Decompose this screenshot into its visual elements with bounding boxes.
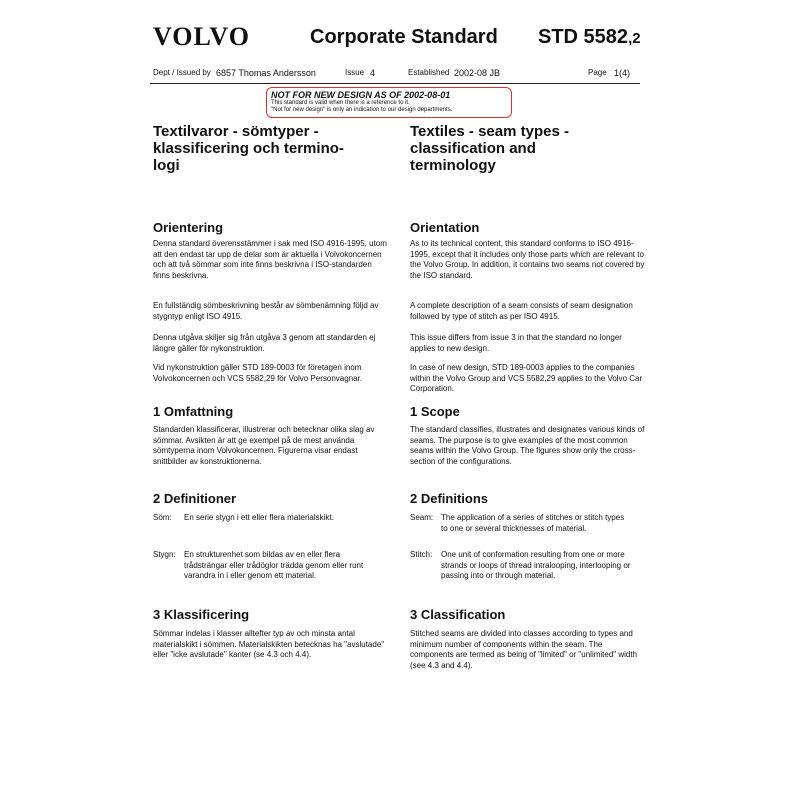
swedish-title-line-3: logi [153, 157, 180, 174]
standard-number [538, 26, 641, 49]
english-orientation-p3: This issue differs from issue 3 in that the standard no longer applies to new design. [410, 333, 622, 353]
english-scope-paragraph: The standard classifies, illustrates and designates various kinds of seams. The purpose is to give examples of the most common seams within the Volvo Group. The figures show only the cross-section of the configurations. [410, 425, 645, 466]
english-orientation-p4: In case of new design, STD 189-0003 applies to the companies within the Volvo Group and VCS 5582,29 applies to the Volvo Car Corporation. [410, 363, 643, 394]
english-orientation-heading: Orientation [410, 220, 480, 235]
english-title-line-3: terminology [410, 157, 496, 174]
notice-line-2: This standard is valid when there is a reference to it. [271, 100, 410, 106]
english-title-line-1: Textiles - seam types - [410, 123, 569, 140]
swedish-title [153, 123, 388, 174]
definition-description: En serie stygn i ett eller flera materialskikt. [184, 513, 334, 522]
swedish-definition-1 [153, 513, 388, 524]
established-value: 2002-08 JB [454, 68, 501, 78]
english-orientation-p1: As to its technical content, this standard conforms to ISO 4916-1995, except that it includes only those parts which are relevant to the Volvo Group. In addition, it contains two seams not covered by the ISO standard. [410, 239, 645, 280]
definition-term: Stygn: [153, 550, 176, 559]
dept-label: Dept / Issued by [153, 68, 211, 77]
swedish-orientation-p2: En fullständig sömbeskrivning består av sömbenämning följd av stygntyp enligt ISO 4915. [153, 301, 379, 321]
definition-description: One unit of conformation resulting from one or more strands or loops of thread intralooping, interlooping or passing into or through material. [441, 550, 631, 581]
definition-term: Seam: [410, 513, 434, 522]
page-value: 1(4) [614, 68, 631, 78]
definition-description: En strukturenhet som bildas av en eller flera trådsträngar eller trådöglor trädda genom eller runt varandra in i eller genom ett material. [184, 550, 364, 581]
english-definition-1 [410, 513, 645, 534]
english-scope-heading: 1 Scope [410, 404, 460, 419]
swedish-classification-heading: 3 Klassificering [153, 607, 250, 622]
issue-label: Issue [345, 68, 365, 77]
notice-headline: NOT FOR NEW DESIGN AS OF 2002-08-01 [271, 90, 451, 100]
swedish-orientation-heading: Orientering [153, 220, 224, 235]
english-definitions-heading: 2 Definitions [410, 491, 489, 506]
english-classification-paragraph: Stitched seams are divided into classes according to types and minimum number of components within the seam. The components are termed as being of "limited" or "unlimited" width (see 4.3 and 4.4). [410, 629, 638, 670]
standard-number-main: STD 5582 [538, 26, 629, 48]
swedish-classification-paragraph: Sömmar indelas i klasser alltefter typ av och minsta antal materialskikt i sömmen. Materialskikten betecknas ha "avslutade" eller "icke avslutade" kanter (se 4.3 och 4.4). [153, 629, 385, 660]
swedish-scope-paragraph: Standarden klassificerar, illustrerar och betecknar olika slag av sömmar. Avsikten är att ge exempel på de mest använda sömtyperna inom Volvokoncernen. Figurerna visar endast snittbilder av konstruktionerna. [153, 425, 375, 466]
swedish-orientation-p3: Denna utgåva skiljer sig från utgåva 3 genom att standarden ej längre gäller för nykonstruktion. [153, 333, 376, 353]
swedish-title-line-2: klassificering och termino- [153, 140, 344, 157]
swedish-orientation-p4: Vid nykonstruktion gäller STD 189-0003 för företagen inom Volvokoncernen och VCS 5582,29 för Volvo Personvagnar. [153, 363, 363, 383]
english-definition-2 [410, 550, 645, 582]
swedish-definition-2 [153, 550, 388, 582]
english-title-line-2: classification and [410, 140, 536, 157]
volvo-logo: VOLVO [153, 22, 250, 51]
definition-term: Söm: [153, 513, 172, 522]
swedish-title-line-1: Textilvaror - sömtyper - [153, 123, 319, 140]
issue-value: 4 [370, 68, 376, 78]
standard-number-suffix: ,2 [628, 30, 641, 47]
notice-line-3: "Not for new design" is only an indication to our design departments. [271, 107, 453, 113]
established-label: Established [408, 68, 450, 77]
english-orientation-p2: A complete description of a seam consists of seam designation followed by type of stitch as per ISO 4915. [410, 301, 633, 321]
definition-description: The application of a series of stitches or stitch types to one or several thicknesses of material. [441, 513, 625, 533]
document-type-title: Corporate Standard [310, 26, 498, 48]
header-divider [150, 83, 640, 84]
page-label: Page [588, 68, 607, 77]
swedish-definitions-heading: 2 Definitioner [153, 491, 237, 506]
not-for-new-design-notice [266, 87, 512, 118]
swedish-orientation-p1: Denna standard överensstämmer i sak med ISO 4916-1995, utom att den endast tar upp de delar som är aktuella i Volvokoncernen och att två sömmar som inte finns beskrivna i ISO-standarden finns beskrivna. [153, 239, 387, 280]
definition-term: Stitch: [410, 550, 433, 559]
dept-value: 6857 Thomas Andersson [216, 68, 316, 78]
swedish-scope-heading: 1 Omfattning [153, 404, 234, 419]
english-title [410, 123, 645, 174]
english-classification-heading: 3 Classification [410, 607, 506, 622]
